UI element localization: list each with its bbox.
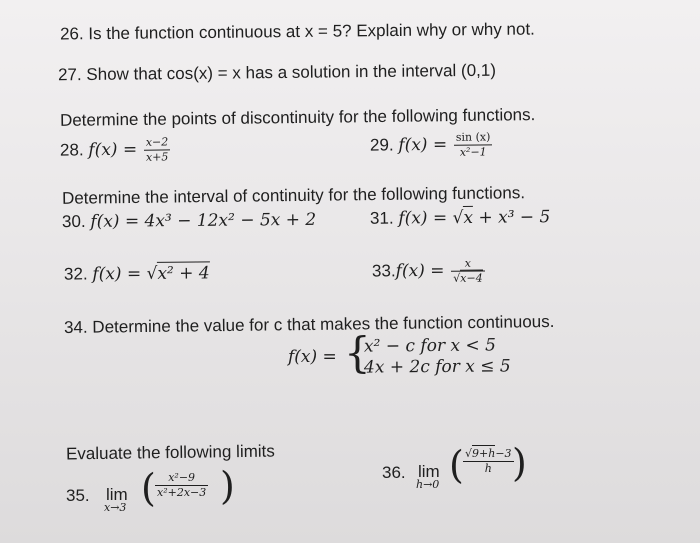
question-29-label: 29.	[369, 135, 394, 155]
heading-interval: Determine the interval of continuity for the following functions.	[61, 183, 526, 208]
question-35-denominator: x²+2x−3	[157, 486, 207, 499]
question-34-case-2: 4x + 2c for x ≤ 5	[363, 356, 511, 378]
question-33-fraction	[451, 258, 485, 285]
question-29-numerator: sin (x)	[454, 131, 493, 145]
question-31-rest: + x³ − 5	[472, 207, 551, 228]
question-33-lhs: f(x) =	[395, 260, 445, 282]
question-28-fraction	[144, 136, 171, 163]
question-32	[64, 263, 210, 284]
question-35-label: 35.	[66, 486, 90, 505]
question-28-label: 28.	[59, 140, 84, 160]
question-28-denominator: x+5	[145, 150, 169, 164]
question-36-denominator: h	[484, 462, 492, 475]
question-36-radicand: 9+h	[472, 447, 496, 460]
sqrt-symbol: √	[452, 207, 464, 229]
question-30-label: 30.	[61, 211, 86, 232]
question-35-frac	[155, 472, 208, 499]
left-paren-icon: (	[141, 466, 156, 510]
heading-limits: Evaluate the following limits	[65, 441, 275, 464]
question-34-lhs: f(x) =	[288, 347, 337, 367]
question-35-lim: lim	[106, 485, 128, 504]
question-27: 27. Show that cos(x) = x has a solution in the interval (0,1)	[57, 60, 497, 85]
left-paren-icon: (	[449, 443, 464, 487]
question-34-case-1: x² − c for x < 5	[363, 335, 496, 357]
right-paren-icon: )	[512, 441, 527, 485]
question-31-lhs: f(x) =	[398, 208, 453, 229]
question-36-label: 36.	[382, 463, 406, 482]
left-brace-icon: {	[344, 328, 371, 377]
question-31-label: 31.	[369, 208, 394, 228]
question-36-lim: lim	[418, 462, 440, 481]
question-36-fraction	[461, 448, 516, 475]
question-29-fraction	[454, 131, 493, 158]
question-36-numerator	[463, 448, 514, 462]
question-32-label: 32.	[63, 264, 88, 284]
question-26: 26. Is the function continuous at x = 5? Explain why or why not.	[59, 19, 535, 44]
question-32-lhs: f(x) =	[92, 263, 147, 285]
question-28	[60, 136, 173, 164]
question-32-radicand: x² + 4	[157, 263, 210, 284]
question-30-expression: f(x) = 4x³ − 12x² − 5x + 2	[90, 209, 317, 232]
question-35-numerator: x²−9	[155, 472, 208, 486]
question-34: 34. Determine the value for c that makes the function continuous.	[63, 312, 555, 337]
question-28-lhs: f(x) =	[88, 139, 138, 161]
question-31-radicand: x	[463, 207, 474, 228]
question-33-label: 33.	[371, 261, 396, 281]
question-28-numerator: x−2	[144, 136, 171, 150]
question-35-fraction	[153, 472, 210, 499]
question-29	[370, 131, 495, 159]
question-36-frac	[463, 448, 514, 475]
heading-discontinuity: Determine the points of discontinuity for the following functions.	[59, 105, 536, 130]
question-33-numerator: x	[451, 258, 485, 272]
question-33-radicand: x−4	[460, 271, 483, 285]
question-33	[372, 258, 487, 286]
question-35-lim-subscript: x→3	[104, 501, 127, 514]
question-36-numerator-rest: −3	[495, 447, 512, 460]
question-36-lim-subscript: h→0	[416, 478, 440, 491]
sqrt-symbol: √	[465, 447, 473, 460]
sqrt-symbol: √	[453, 271, 461, 285]
question-33-denominator	[451, 272, 485, 285]
sqrt-symbol: √	[146, 263, 158, 284]
question-30	[62, 210, 316, 232]
question-31	[370, 207, 551, 229]
question-29-denominator: x²−1	[459, 145, 487, 159]
right-paren-icon: )	[220, 464, 235, 508]
question-29-lhs: f(x) =	[398, 134, 448, 156]
